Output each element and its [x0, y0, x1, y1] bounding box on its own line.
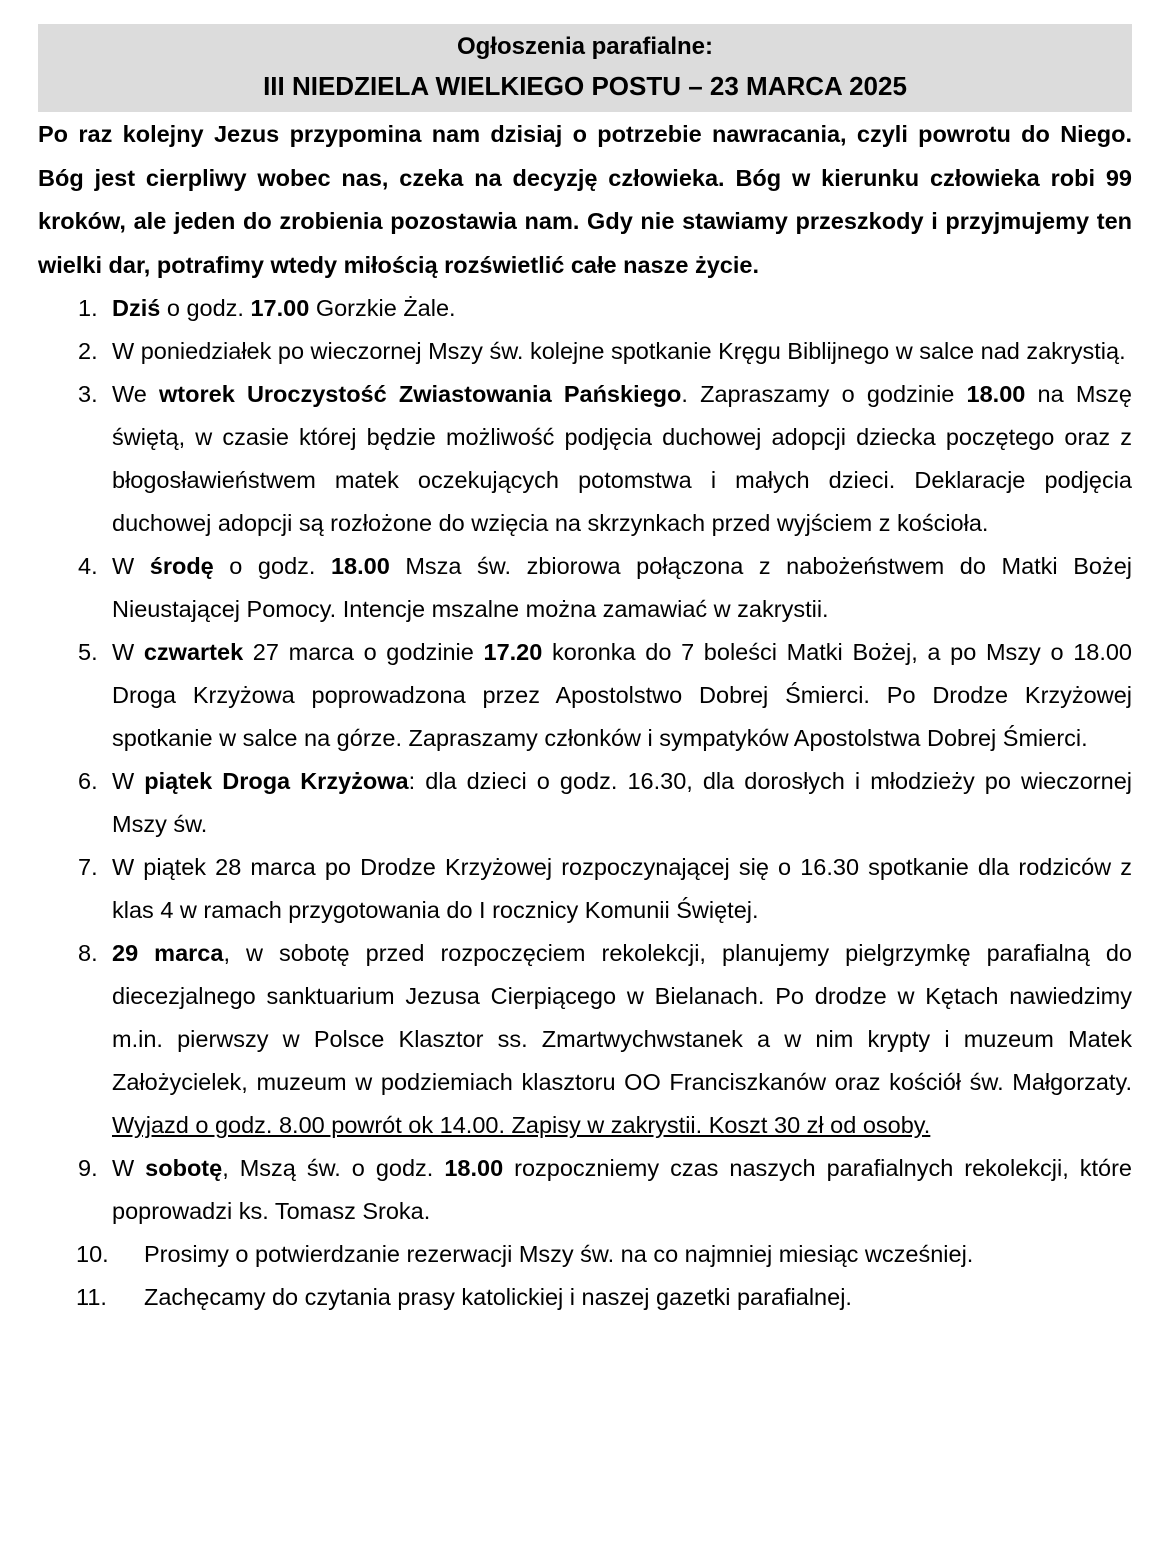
- list-item-number: 3.: [78, 381, 98, 407]
- intro-paragraph: Po raz kolejny Jezus przypomina nam dzisiaj o potrzebie nawracania, czyli powrotu do Niego. Bóg jest cierpliwy wobec nas, czeka na decyzję człowieka. Bóg w kierunku człowieka robi 99 kroków, ale jeden do zrobienia pozostawia nam. Gdy nie stawiamy przeszkody i przyjmujemy ten wielki dar, potrafimy wtedy miłością rozświetlić całe nasze życie.: [38, 121, 1132, 278]
- bold-text: wtorek Uroczystość Zwiastowania Pańskiego: [159, 381, 682, 407]
- list-item-text: W: [112, 553, 150, 579]
- list-item-text: , w sobotę przed rozpoczęciem rekolekcji, planujemy pielgrzymkę parafialną do diecezjalnego sanktuarium Jezusa Cierpiącego w Bielanach. Po drodze w Kętach nawiedzimy m.in. pierwszy w Polsce Klasztor ss. Zmartwychwstanek a w nim krypty i muzeum Matek Założycielek, muzeum w podziemiach klasztoru OO Franciszkanów oraz kościół św. Małgorzaty.: [112, 940, 1132, 1095]
- bold-text: 17.00: [250, 295, 310, 321]
- list-item: [38, 1276, 1132, 1319]
- list-item-text: Zachęcamy do czytania prasy katolickiej i naszej gazetki parafialnej.: [144, 1284, 852, 1310]
- list-item: [38, 287, 1132, 330]
- list-item-text: koronka do 7 boleści Matki Bożej, a po Mszy o 18.00 Droga Krzyżowa poprowadzona przez Apostolstwo Dobrej Śmierci. Po Drodze Krzyżowej spotkanie w salce na górze. Zapraszamy członków i sympatyków Apostolstwa Dobrej Śmierci.: [112, 639, 1132, 751]
- bold-text: 18.00: [444, 1155, 504, 1181]
- list-item-number: 7.: [78, 854, 98, 880]
- list-item-number: 8.: [78, 940, 98, 966]
- bold-text: środę: [149, 553, 214, 579]
- bold-text: Dziś: [112, 295, 161, 321]
- list-item-number: 1.: [78, 295, 98, 321]
- list-item: [38, 846, 1132, 932]
- list-item-text: o godz.: [160, 295, 251, 321]
- list-item-text: Prosimy o potwierdzanie rezerwacji Mszy św. na co najmniej miesiąc wcześniej.: [144, 1241, 974, 1267]
- bold-text: sobotę: [145, 1155, 223, 1181]
- list-item-text: : dla dzieci o godz. 16.30, dla dorosłych i młodzieży po wieczornej Mszy św.: [112, 768, 1132, 837]
- list-item-number: 10.: [76, 1241, 109, 1267]
- list-item-number: 2.: [78, 338, 98, 364]
- header-banner: [38, 24, 1132, 112]
- bold-text: 18.00: [330, 553, 390, 579]
- page-title: Ogłoszenia parafialne:: [456, 33, 714, 60]
- list-item: [38, 1147, 1132, 1233]
- bold-text: 17.20: [483, 639, 543, 665]
- list-item-text: 27 marca o godzinie: [243, 639, 484, 665]
- bold-text: piątek Droga Krzyżowa: [144, 768, 409, 794]
- list-item: [38, 932, 1132, 1147]
- announcements-list: [38, 287, 1132, 1319]
- list-item: [38, 330, 1132, 373]
- list-item-text: W piątek 28 marca po Drodze Krzyżowej rozpoczynającej się o 16.30 spotkanie dla rodziców z klas 4 w ramach przygotowania do I rocznicy Komunii Świętej.: [112, 854, 1132, 923]
- list-item-text: rozpoczniemy czas naszych parafialnych rekolekcji, które poprowadzi ks. Tomasz Sroka.: [112, 1155, 1132, 1224]
- underlined-text: Wyjazd o godz. 8.00 powrót ok 14.00. Zapisy w zakrystii. Koszt 30 zł od osoby.: [112, 1112, 931, 1138]
- list-item-text: W: [112, 639, 144, 665]
- list-item-text: Msza św. zbiorowa połączona z nabożeństwem do Matki Bożej Nieustającej Pomocy. Intencje mszalne można zamawiać w zakrystii.: [112, 553, 1132, 622]
- page-subtitle: III NIEDZIELA WIELKIEGO POSTU – 23 MARCA 2025: [263, 71, 907, 101]
- list-item: [38, 373, 1132, 545]
- announcements-page: [38, 24, 1132, 1319]
- list-item-number: 9.: [78, 1155, 98, 1181]
- list-item-number: 6.: [78, 768, 98, 794]
- list-item-text: W: [112, 768, 145, 794]
- list-item-number: 5.: [78, 639, 98, 665]
- list-item: [38, 760, 1132, 846]
- list-item-text: W: [112, 1155, 146, 1181]
- list-item-text: Gorzkie Żale.: [309, 295, 456, 321]
- list-item-text: W poniedziałek po wieczornej Mszy św. kolejne spotkanie Kręgu Biblijnego w salce nad zakrystią.: [112, 338, 1126, 364]
- list-item-text: , Mszą św. o godz.: [222, 1155, 445, 1181]
- list-item-text: . Zapraszamy o godzinie: [681, 381, 967, 407]
- bold-text: czwartek: [143, 639, 244, 665]
- list-item: [38, 631, 1132, 760]
- list-item: [38, 545, 1132, 631]
- list-item-number: 4.: [78, 553, 98, 579]
- list-item-text: We: [112, 381, 160, 407]
- bold-text: 29 marca: [112, 940, 224, 966]
- bold-text: 18.00: [966, 381, 1026, 407]
- list-item-number: 11.: [76, 1284, 107, 1310]
- list-item-text: na Mszę świętą, w czasie której będzie możliwość podjęcia duchowej adopcji dziecka poczętego oraz z błogosławieństwem matek oczekujących potomstwa i małych dzieci. Deklaracje podjęcia duchowej adopcji są rozłożone do wzięcia na skrzynkach przed wyjściem z kościoła.: [112, 381, 1133, 536]
- list-item-text: o godz.: [213, 553, 331, 579]
- list-item: [38, 1233, 1132, 1276]
